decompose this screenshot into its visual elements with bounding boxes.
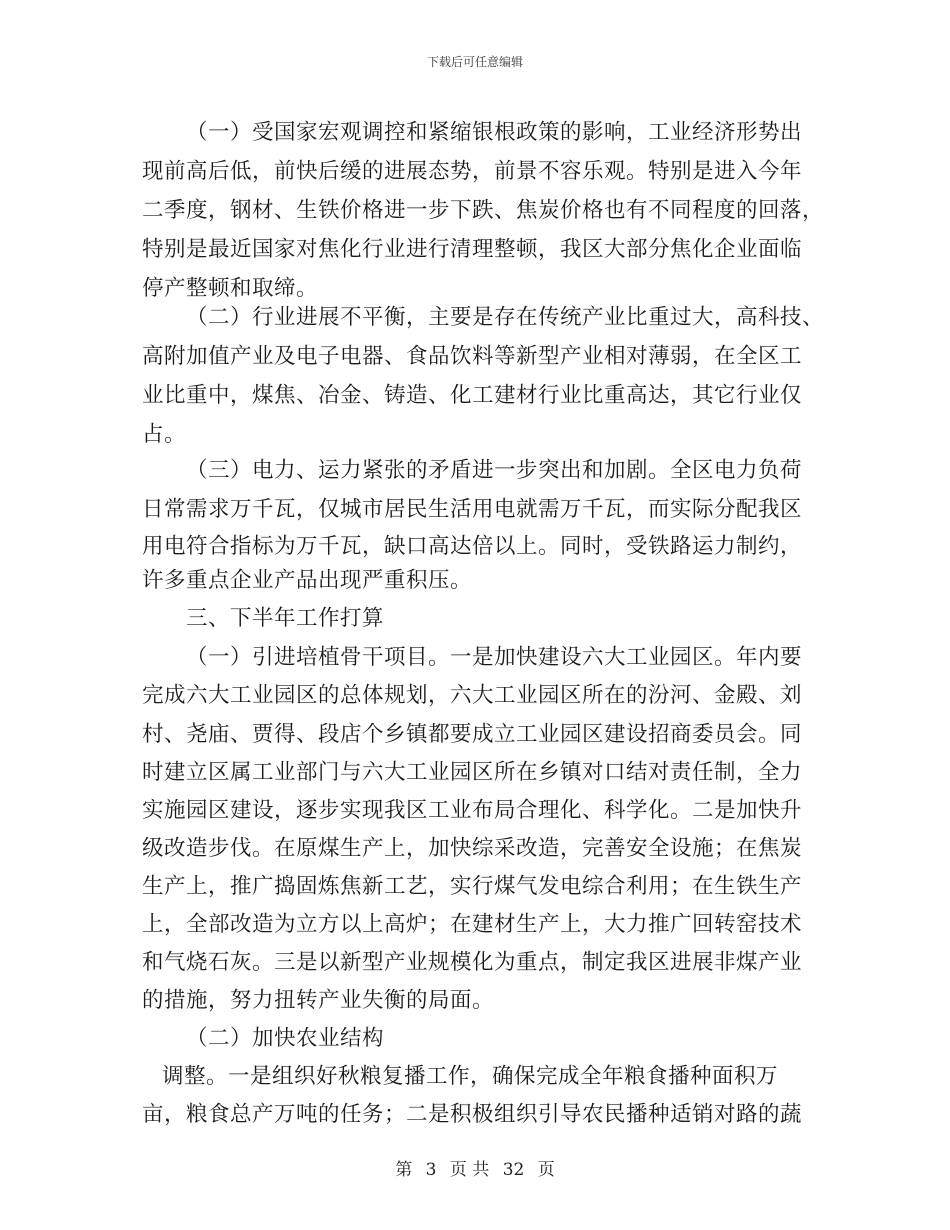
text-line: 时建立区属工业部门与六大工业园区所在乡镇对口结对责任制，全力 (142, 760, 803, 785)
text-line: （一）引进培植骨干项目。一是加快建设六大工业园区。年内要 (186, 645, 803, 670)
text-line: （二）行业进展不平衡，主要是存在传统产业比重过大，高科技、 (186, 305, 825, 330)
footer-prefix: 第 (395, 1160, 413, 1180)
text-line: 用电符合指标为万千瓦，缺口高达倍以上。同时，受铁路运力制约， (142, 534, 803, 559)
text-line: 特别是最近国家对焦化行业进行清理整顿，我区大部分焦化企业面临 (142, 237, 803, 262)
text-line: 高附加值产业及电子电器、食品饮料等新型产业相对薄弱，在全区工 (142, 344, 803, 369)
text-line: 的措施，努力扭转产业失衡的局面。 (142, 988, 495, 1013)
footer-total-pages: 32 (502, 1160, 525, 1180)
text-line: 占。 (142, 422, 187, 447)
page-footer (0, 1155, 950, 1180)
text-line: 村、尧庙、贾得、段店个乡镇都要成立工业园区建设招商委员会。同 (142, 722, 803, 747)
text-line: 和气烧石灰。三是以新型产业规模化为重点，制定我区进展非煤产业 (142, 950, 803, 975)
text-line: 级改造步伐。在原煤生产上，加快综采改造，完善安全设施；在焦炭 (142, 836, 803, 861)
text-line: 日常需求万千瓦，仅城市居民生活用电就需万千瓦，而实际分配我区 (142, 497, 803, 522)
footer-suffix: 页 (537, 1160, 555, 1180)
text-line: 现前高后低，前快后缓的进展态势，前景不容乐观。特别是进入今年 (142, 159, 803, 184)
page-header: 下载后可任意编辑 (426, 55, 523, 69)
footer-page-number: 3 (425, 1160, 437, 1180)
text-line: （二）加快农业结构 (186, 1026, 385, 1051)
text-line: （三）电力、运力紧张的矛盾进一步突出和加剧。全区电力负荷 (186, 458, 803, 483)
text-line: 许多重点企业产品出现严重积压。 (142, 568, 473, 593)
text-line: 业比重中，煤焦、冶金、铸造、化工建材行业比重高达，其它行业仅 (142, 383, 803, 408)
text-line: 停产整顿和取缔。 (142, 276, 319, 301)
text-line: 上，全部改造为立方以上高炉；在建材生产上，大力推广回转窑技术 (142, 912, 803, 937)
section-heading: 三、下半年工作打算 (186, 606, 385, 631)
text-line: 实施园区建设，逐步实现我区工业布局合理化、科学化。二是加快升 (142, 798, 803, 823)
text-line: 生产上，推广捣固炼焦新工艺，实行煤气发电综合利用；在生铁生产 (142, 874, 803, 899)
text-line: （一）受国家宏观调控和紧缩银根政策的影响，工业经济形势出 (186, 120, 803, 145)
footer-mid: 页 共 (449, 1160, 490, 1180)
text-line: 二季度，钢材、生铁价格进一步下跌、焦炭价格也有不同程度的回落， (142, 198, 825, 223)
text-line: 完成六大工业园区的总体规划，六大工业园区所在的汾河、金殿、刘 (142, 683, 803, 708)
text-line: 亩，粮食总产万吨的任务；二是积极组织引导农民播种适销对路的蔬 (142, 1102, 803, 1127)
text-line: 调整。一是组织好秋粮复播工作，确保完成全年粮食播种面积万 (162, 1064, 779, 1089)
